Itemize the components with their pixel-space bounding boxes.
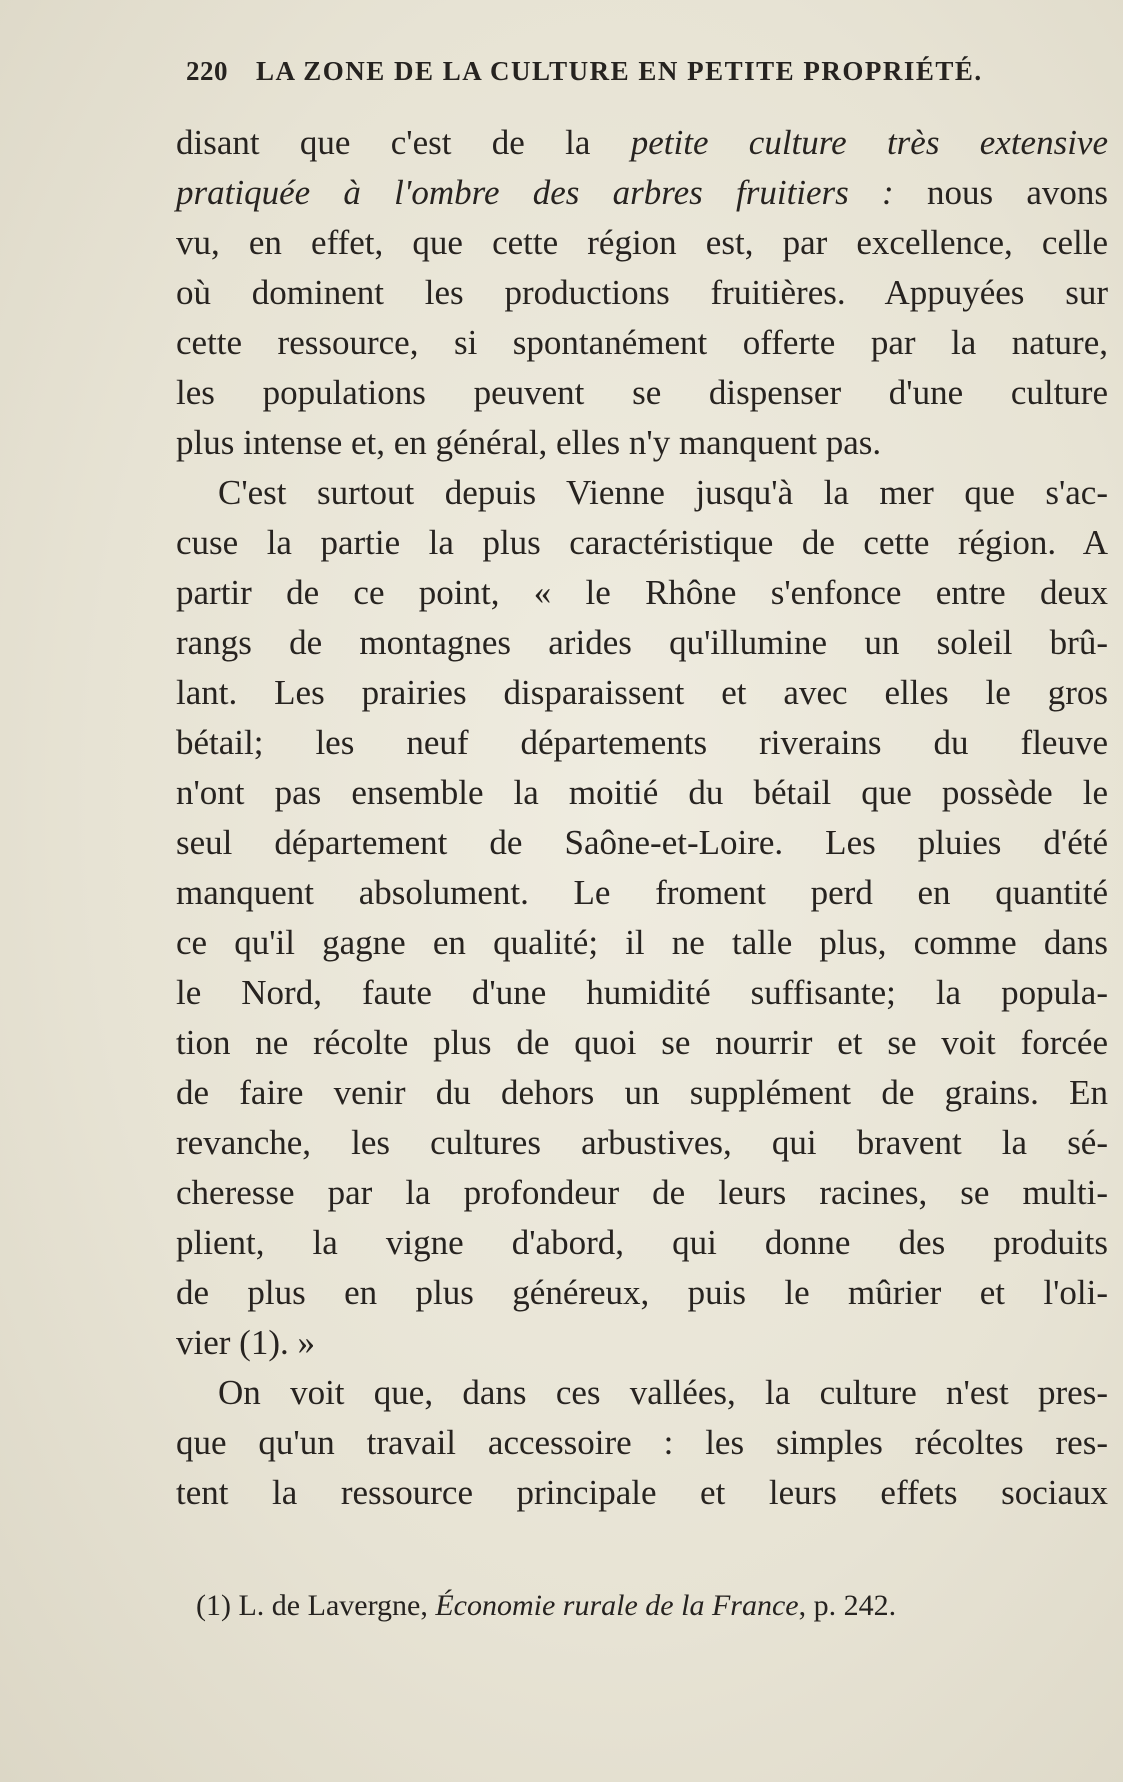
text-line: partir de ce point, « le Rhône s'enfonce entre deux [176,573,1108,612]
footnote-author: (1) L. de Lavergne, [196,1589,436,1622]
text-line: les populations peuvent se dispenser d'une culture [176,373,1108,412]
text-line: que qu'un travail accessoire : les simples récoltes res- [176,1423,1108,1462]
text-line: cette ressource, si spontanément offerte par la nature, [176,323,1108,362]
body-text [176,118,1108,1518]
text-line: disant que c'est de la petite culture très extensive [176,123,1109,162]
page-number: 220 [186,56,228,86]
footnote-title: Économie rurale de la France [435,1589,799,1622]
running-title: LA ZONE DE LA CULTURE EN PETITE PROPRIÉTÉ. [256,56,983,86]
text-line: rangs de montagnes arides qu'illumine un soleil brû- [176,623,1108,662]
text-line: seul département de Saône-et-Loire. Les pluies d'été [176,823,1108,862]
text-line: le Nord, faute d'une humidité suffisante; la popula- [176,973,1108,1012]
text-line: cuse la partie la plus caractéristique de cette région. A [176,523,1108,562]
text-line: de plus en plus généreux, puis le mûrier et l'oli- [176,1273,1108,1312]
text-line: tent la ressource principale et leurs effets sociaux [176,1473,1108,1512]
text-line: cheresse par la profondeur de leurs racines, se multi- [176,1173,1108,1212]
footnote [196,1586,1096,1626]
footnote-page: , p. 242. [798,1589,897,1622]
running-header [186,56,1086,96]
text-line: où dominent les productions fruitières. Appuyées sur [176,273,1108,312]
text-line: C'est surtout depuis Vienne jusqu'à la mer que s'ac- [218,473,1108,512]
text-line: On voit que, dans ces vallées, la culture n'est pres- [218,1373,1108,1412]
text-line: lant. Les prairies disparaissent et avec elles le gros [176,673,1108,712]
text-line: plus intense et, en général, elles n'y manquent pas. [176,423,882,462]
text-line: n'ont pas ensemble la moitié du bétail que possède le [176,773,1108,812]
text-line: vier (1). » [176,1323,315,1362]
text-line: plient, la vigne d'abord, qui donne des produits [176,1223,1108,1262]
text-line: ce qu'il gagne en qualité; il ne talle plus, comme dans [176,923,1108,962]
text-line: revanche, les cultures arbustives, qui bravent la sé- [176,1123,1108,1162]
text-line: de faire venir du dehors un supplément de grains. En [176,1073,1108,1112]
text-line: vu, en effet, que cette région est, par excellence, celle [176,223,1108,262]
text-line: bétail; les neuf départements riverains du fleuve [176,723,1108,762]
text-line: manquent absolument. Le froment perd en quantité [176,873,1108,912]
text-line: tion ne récolte plus de quoi se nourrir et se voit forcée [176,1023,1108,1062]
text-line: pratiquée à l'ombre des arbres fruitiers : nous avons [176,173,1109,212]
